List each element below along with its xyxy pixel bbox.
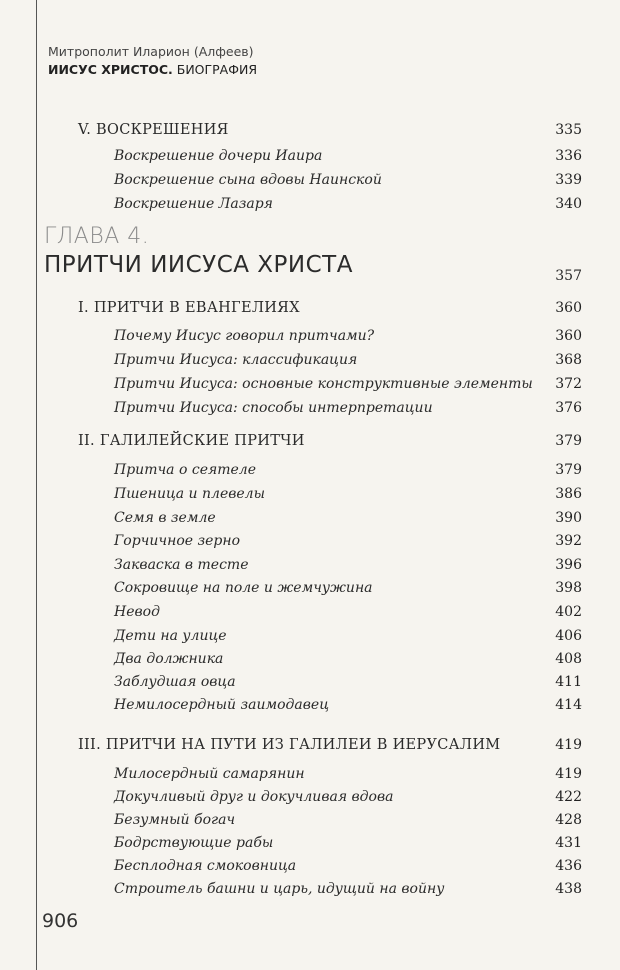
toc-page: 402: [555, 604, 582, 620]
toc-entry[interactable]: [0, 557, 620, 581]
toc-entry-title: Закваска в тесте: [114, 557, 249, 573]
toc-entry[interactable]: [0, 881, 620, 905]
chapter-label: ГЛАВА 4.: [44, 224, 150, 249]
toc-entry-title: Почему Иисус говорил притчами?: [114, 328, 375, 344]
toc-entry[interactable]: [0, 628, 620, 652]
toc-entry-title: Милосердный самарянин: [114, 766, 305, 782]
toc-section-iii[interactable]: [0, 737, 620, 761]
toc-page: 414: [555, 697, 582, 713]
toc-entry-title: Заблудшая овца: [114, 674, 236, 690]
toc-section-i[interactable]: [0, 300, 620, 324]
toc-page: 376: [555, 400, 582, 416]
toc-page: 336: [555, 148, 582, 164]
toc-page: 411: [555, 674, 582, 690]
toc-entry-title: Докучливый друг и докучливая вдова: [114, 789, 394, 805]
toc-page: 438: [555, 881, 582, 897]
toc-page: 372: [555, 376, 582, 392]
toc-section-title: I. ПРИТЧИ В ЕВАНГЕЛИЯХ: [78, 300, 300, 316]
toc-entry-title: Воскрешение Лазаря: [114, 196, 273, 212]
toc-page: 340: [555, 196, 582, 212]
toc-page: 392: [555, 533, 582, 549]
toc-entry[interactable]: [0, 148, 620, 172]
toc-entry-title: Притчи Иисуса: основные конструктивные элементы: [114, 376, 533, 392]
toc-entry-title: Бодрствующие рабы: [114, 835, 274, 851]
toc-entry[interactable]: [0, 604, 620, 628]
page-number: 906: [42, 910, 79, 932]
toc-entry[interactable]: [0, 352, 620, 376]
toc-entry[interactable]: [0, 858, 620, 882]
toc-page: 436: [555, 858, 582, 874]
toc-entry[interactable]: [0, 376, 620, 400]
toc-entry-title: Дети на улице: [114, 628, 227, 644]
toc-entry-title: Притчи Иисуса: классификация: [114, 352, 358, 368]
toc-entry-title: Строитель башни и царь, идущий на войну: [114, 881, 445, 897]
toc-section-title: V. ВОСКРЕШЕНИЯ: [78, 122, 229, 138]
toc-entry-title: Горчичное зерно: [114, 533, 241, 549]
toc-page: 379: [555, 433, 582, 449]
toc-page: 339: [555, 172, 582, 188]
running-header-title-rest: БИОГРАФИЯ: [172, 62, 258, 77]
toc-page: 406: [555, 628, 582, 644]
toc-page: 431: [555, 835, 582, 851]
toc-section-title: III. ПРИТЧИ НА ПУТИ ИЗ ГАЛИЛЕИ В ИЕРУСАЛИМ: [78, 737, 501, 753]
toc-entry[interactable]: [0, 766, 620, 790]
toc-page: 335: [555, 122, 582, 138]
toc-page: 428: [555, 812, 582, 828]
toc-page: 398: [555, 580, 582, 596]
toc-entry[interactable]: [0, 462, 620, 486]
toc-page: 379: [555, 462, 582, 478]
toc-page: 360: [555, 328, 582, 344]
chapter-title[interactable]: ПРИТЧИ ИИСУСА ХРИСТА: [44, 252, 353, 278]
toc-entry-title: Невод: [114, 604, 160, 620]
toc-page: 419: [555, 737, 582, 753]
toc-entry[interactable]: [0, 533, 620, 557]
toc-page: 390: [555, 510, 582, 526]
toc-entry[interactable]: [0, 400, 620, 424]
toc-page: 360: [555, 300, 582, 316]
toc-entry-title: Притча о сеятеле: [114, 462, 257, 478]
toc-entry[interactable]: [0, 697, 620, 721]
toc-page: 396: [555, 557, 582, 573]
toc-section-title: II. ГАЛИЛЕЙСКИЕ ПРИТЧИ: [78, 433, 305, 449]
toc-entry-title: Немилосердный заимодавец: [114, 697, 329, 713]
toc-page: 368: [555, 352, 582, 368]
toc-page: 386: [555, 486, 582, 502]
toc-entry[interactable]: [0, 812, 620, 836]
toc-page: 419: [555, 766, 582, 782]
toc-entry[interactable]: [0, 172, 620, 196]
toc-entry[interactable]: [0, 328, 620, 352]
running-header-title-bold: ИИСУС ХРИСТОС.: [48, 62, 173, 77]
toc-entry-title: Сокровище на поле и жемчужина: [114, 580, 373, 596]
toc-entry-title: Пшеница и плевелы: [114, 486, 265, 502]
toc-entry-title: Притчи Иисуса: способы интерпретации: [114, 400, 433, 416]
toc-section-ii[interactable]: [0, 433, 620, 457]
toc-entry-title: Воскрешение дочери Иаира: [114, 148, 323, 164]
toc-entry-title: Воскрешение сына вдовы Наинской: [114, 172, 382, 188]
toc-page: 408: [555, 651, 582, 667]
toc-entry-title: Два должника: [114, 651, 224, 667]
toc-entry-title: Безумный богач: [114, 812, 236, 828]
toc-entry[interactable]: [0, 789, 620, 813]
running-header-title: [48, 62, 257, 77]
toc-entry[interactable]: [0, 580, 620, 604]
running-header-author: Митрополит Иларион (Алфеев): [48, 44, 254, 59]
toc-section-v[interactable]: [0, 122, 620, 146]
toc-entry[interactable]: [0, 486, 620, 510]
toc-entry[interactable]: [0, 835, 620, 859]
toc-entry[interactable]: [0, 674, 620, 698]
chapter-page: 357: [555, 268, 582, 284]
toc-entry-title: Семя в земле: [114, 510, 216, 526]
toc-entry[interactable]: [0, 510, 620, 534]
toc-entry[interactable]: [0, 196, 620, 220]
toc-entry-title: Бесплодная смоковница: [114, 858, 297, 874]
toc-page: 422: [555, 789, 582, 805]
toc-entry[interactable]: [0, 651, 620, 675]
